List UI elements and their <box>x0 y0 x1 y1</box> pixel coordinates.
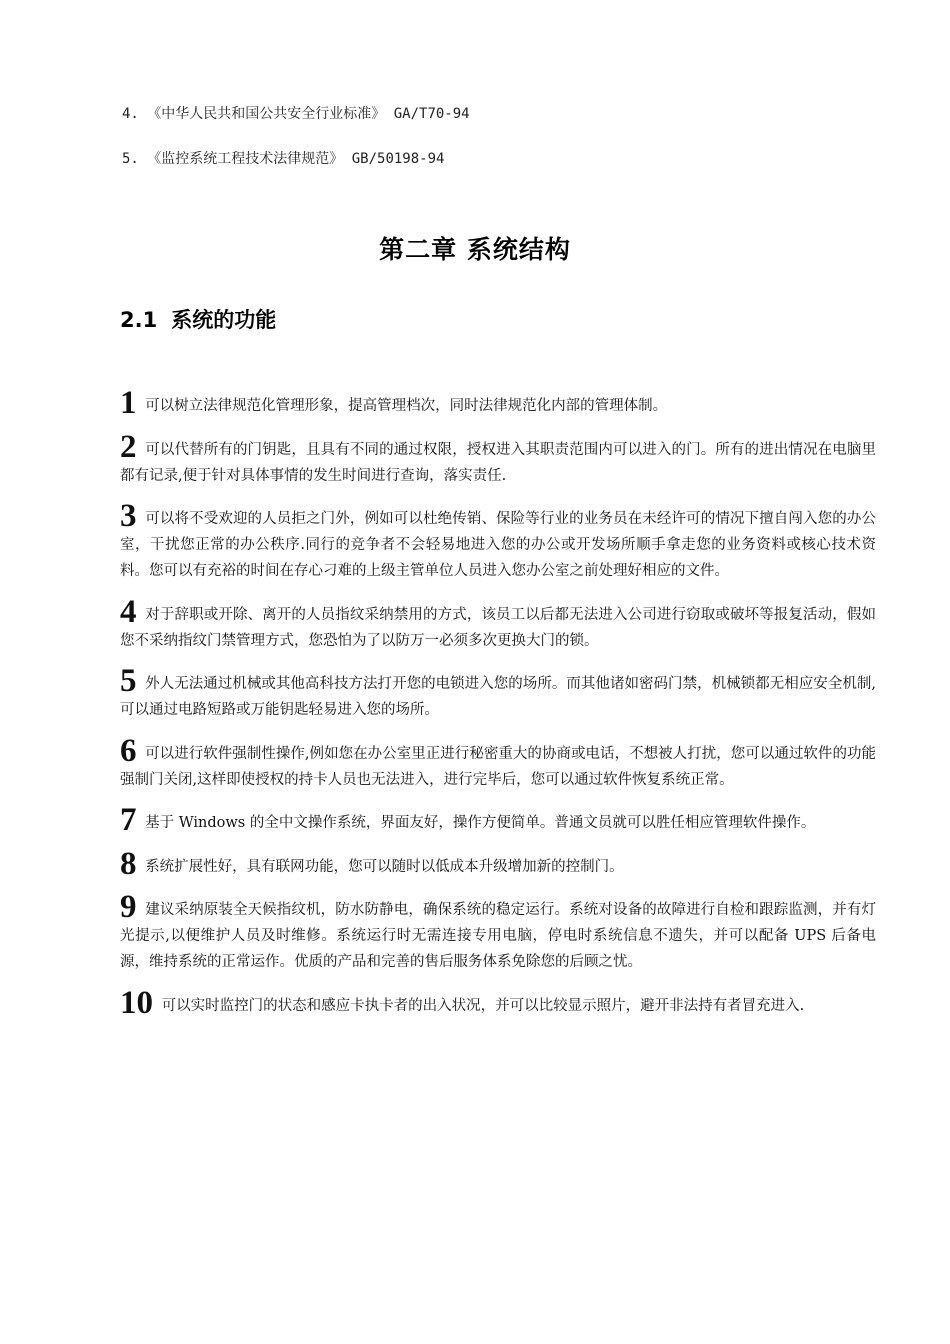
feature-number: 2 <box>120 428 137 465</box>
feature-text: 可以进行软件强制性操作,例如您在办公室里正进行秘密重大的协商或电话，不想被人打扰，您可以通过软件的功能强制门关闭,这样即使授权的持卡人员也无法进入，进行完毕后，您可以通过软件恢复系统正常。 <box>120 745 877 788</box>
feature-list <box>120 385 877 1031</box>
reference-text: 《监控系统工程技术法律规范》 GB/50198-94 <box>147 151 445 167</box>
feature-item <box>120 889 877 975</box>
feature-text: 外人无法通过机械或其他高科技方法打开您的电锁进入您的场所。而其他诸如密码门禁，机械锁都无相应安全机制,可以通过电路短路或万能钥匙轻易进入您的场所。 <box>120 676 877 718</box>
feature-item <box>120 845 876 882</box>
feature-item <box>120 732 877 793</box>
feature-item <box>120 663 877 723</box>
feature-number: 7 <box>120 802 137 838</box>
feature-text: 基于 Windows 的全中文操作系统，界面友好，操作方便简单。普通文员就可以胜任相应管理软件操作。 <box>145 815 816 831</box>
feature-text: 可以代替所有的门钥匙，且具有不同的通过权限，授权进入其职责范围内可以进入的门。所有的进出情况在电脑里都有记录,便于针对具体事情的发生时间进行查询，落实责任. <box>120 441 877 484</box>
reference-item <box>122 103 470 123</box>
reference-number: 4. <box>122 106 139 122</box>
feature-number: 5 <box>120 663 137 699</box>
feature-number: 8 <box>120 845 137 882</box>
feature-number: 10 <box>120 984 153 1021</box>
feature-item <box>120 593 877 654</box>
feature-number: 1 <box>120 385 137 421</box>
feature-item <box>120 385 876 421</box>
feature-item <box>120 802 876 838</box>
feature-item <box>120 984 876 1021</box>
section-number: 2.1 <box>120 308 158 332</box>
feature-text: 对于辞职或开除、离开的人员指纹采纳禁用的方式，该员工以后都无法进入公司进行窃取或破坏等报复活动，假如您不采纳指纹门禁管理方式，您恐怕为了以防万一必须多次更换大门的锁。 <box>120 606 877 649</box>
feature-text: 可以将不受欢迎的人员拒之门外，例如可以杜绝传销、保险等行业的业务员在未经许可的情况下擅自闯入您的办公室，干扰您正常的办公秩序.同行的竞争者不会轻易地进入您的办公或开发场所顺手拿走您的业务资料或核心技术资料。您可以有充裕的时间在存心刁难的上级主管单位人员进入您办公室之前处理好相应的文件。 <box>120 511 877 579</box>
feature-number: 9 <box>120 889 137 925</box>
feature-number: 3 <box>120 498 137 534</box>
feature-item <box>120 428 877 489</box>
section-title: 系统的功能 <box>171 308 277 332</box>
feature-number: 4 <box>120 593 137 630</box>
reference-number: 5. <box>122 151 139 167</box>
feature-text: 系统扩展性好，具有联网功能，您可以随时以低成本升级增加新的控制门。 <box>145 858 624 875</box>
feature-number: 6 <box>120 732 137 769</box>
feature-text: 可以树立法律规范化管理形象，提高管理档次，同时法律规范化内部的管理体制。 <box>145 398 668 414</box>
section-heading <box>120 304 276 334</box>
reference-text: 《中华人民共和国公共安全行业标准》 GA/T70-94 <box>147 106 470 122</box>
feature-text: 建议采纳原装全天候指纹机，防水防静电，确保系统的稳定运行。系统对设备的故障进行自检和跟踪监测，并有灯光提示,以便维护人员及时维修。系统运行时无需连接专用电脑，停电时系统信息不遗失，并可以配备 UPS 后备电源，维持系统的正常运作。优质的产品和完善的售后服务体系免除您的后顾之忧。 <box>120 902 877 970</box>
feature-text: 可以实时监控门的状态和感应卡执卡者的出入状况，并可以比较显示照片，避开非法持有者冒充进入. <box>161 997 805 1014</box>
feature-item <box>120 498 877 584</box>
reference-item <box>122 148 444 168</box>
chapter-title: 第二章 系统结构 <box>379 235 571 264</box>
